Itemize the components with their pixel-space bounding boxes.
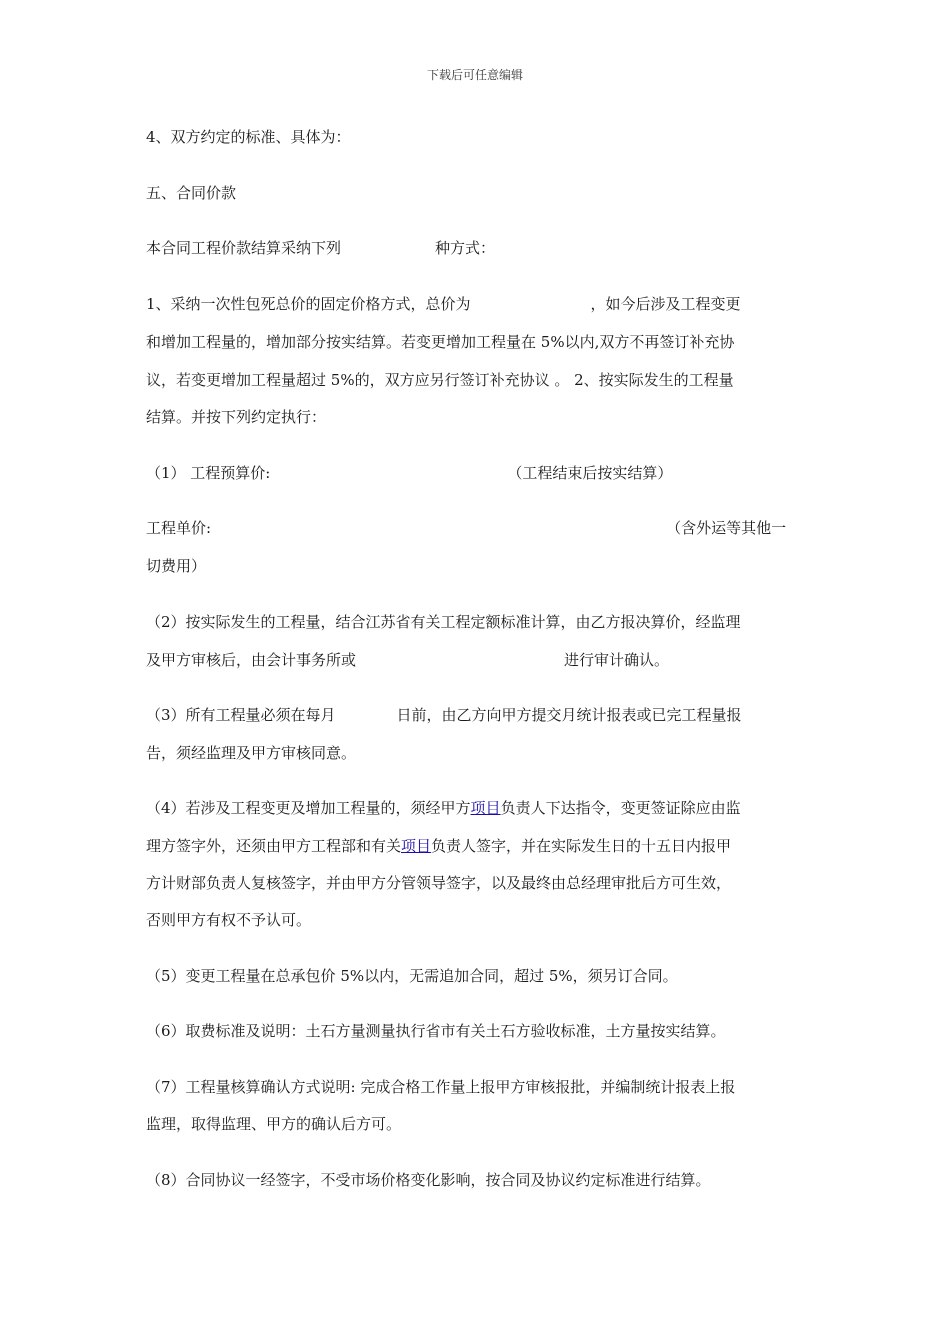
item-5-line: （5）变更工程量在总承包价 5%以内，无需追加合同，超过 5%，须另订合同。: [146, 967, 678, 985]
item-7-line-2: 监理，取得监理、甲方的确认后方可。: [146, 1115, 402, 1133]
unit-price-text-b: （含外运等其他一: [666, 519, 787, 537]
item-4-line-4: 否则甲方有权不予认可。: [146, 911, 312, 929]
item-4-line-2: [146, 836, 731, 856]
item-4-text-a: （4）若涉及工程变更及增加工程量的，须经甲方: [146, 799, 471, 817]
item-6-line: （6）取费标准及说明：土石方量测量执行省市有关土石方验收标准，土方量按实结算。: [146, 1022, 726, 1040]
page-header: 下载后可任意编辑: [426, 68, 523, 82]
item-2-line-2: [146, 650, 669, 670]
unit-price-line-1: [146, 518, 786, 538]
item-3-line-1: [146, 705, 742, 725]
item-3-text-a: （3）所有工程量必须在每月: [146, 706, 336, 724]
item-4-text-b: 负责人下达指令，变更签证除应由监: [500, 799, 741, 817]
para-1-text-b: ，如今后涉及工程变更: [590, 295, 741, 313]
para-1-line-4: 结算。并按下列约定执行：: [146, 408, 327, 426]
item-1-text-b: （工程结束后按实结算）: [507, 464, 673, 482]
project-link[interactable]: 项目: [401, 837, 432, 855]
item-1-text-a: （1） 工程预算价:: [146, 464, 271, 482]
para-1-line-1: [146, 294, 741, 314]
item-7-line-1: （7）工程量核算确认方式说明: 完成合格工作量上报甲方审核报批，并编制统计报表上报: [146, 1078, 736, 1096]
item-3-line-2: 告，须经监理及甲方审核同意。: [146, 744, 357, 762]
item-4-text-d: 负责人签字，并在实际发生日的十五日内报甲: [431, 837, 732, 855]
project-link[interactable]: 项目: [470, 799, 501, 817]
clause-4-standard: 4、双方约定的标准、具体为：: [146, 128, 351, 146]
item-8-line: （8）合同协议一经签字，不受市场价格变化影响，按合同及协议约定标准进行结算。: [146, 1171, 711, 1189]
item-4-line-1: [146, 798, 741, 818]
item-2-text-a: 及甲方审核后，由会计事务所或: [146, 651, 357, 669]
item-2-text-b: 进行审计确认。: [564, 651, 670, 669]
section-5-heading: 五、合同价款: [146, 184, 237, 202]
item-2-line-1: （2）按实际发生的工程量，结合江苏省有关工程定额标准计算，由乙方报决算价，经监理: [146, 613, 741, 631]
unit-price-line-2: 切费用）: [146, 557, 207, 575]
pricing-method-line: [146, 238, 495, 258]
item-4-text-c: 理方签字外，还须由甲方工程部和有关: [146, 837, 402, 855]
item-1-line: [146, 463, 672, 483]
pricing-method-text-b: 种方式：: [435, 239, 496, 257]
para-1-text-a: 1、采纳一次性包死总价的固定价格方式，总价为: [146, 295, 471, 313]
unit-price-text-a: 工程单价:: [146, 519, 212, 537]
para-1-line-2: 和增加工程量的，增加部分按实结算。若变更增加工程量在 5%以内,双方不再签订补充协: [146, 333, 735, 351]
para-1-line-3: 议，若变更增加工程量超过 5%的，双方应另行签订补充协议 。 2、按实际发生的工程量: [146, 371, 734, 389]
item-3-text-b: 日前，由乙方向甲方提交月统计报表或已完工程量报: [396, 706, 742, 724]
pricing-method-text-a: 本合同工程价款结算采纳下列: [146, 239, 342, 257]
item-4-line-3: 方计财部负责人复核签字，并由甲方分管领导签字，以及最终由总经理审批后方可生效，: [146, 874, 732, 892]
